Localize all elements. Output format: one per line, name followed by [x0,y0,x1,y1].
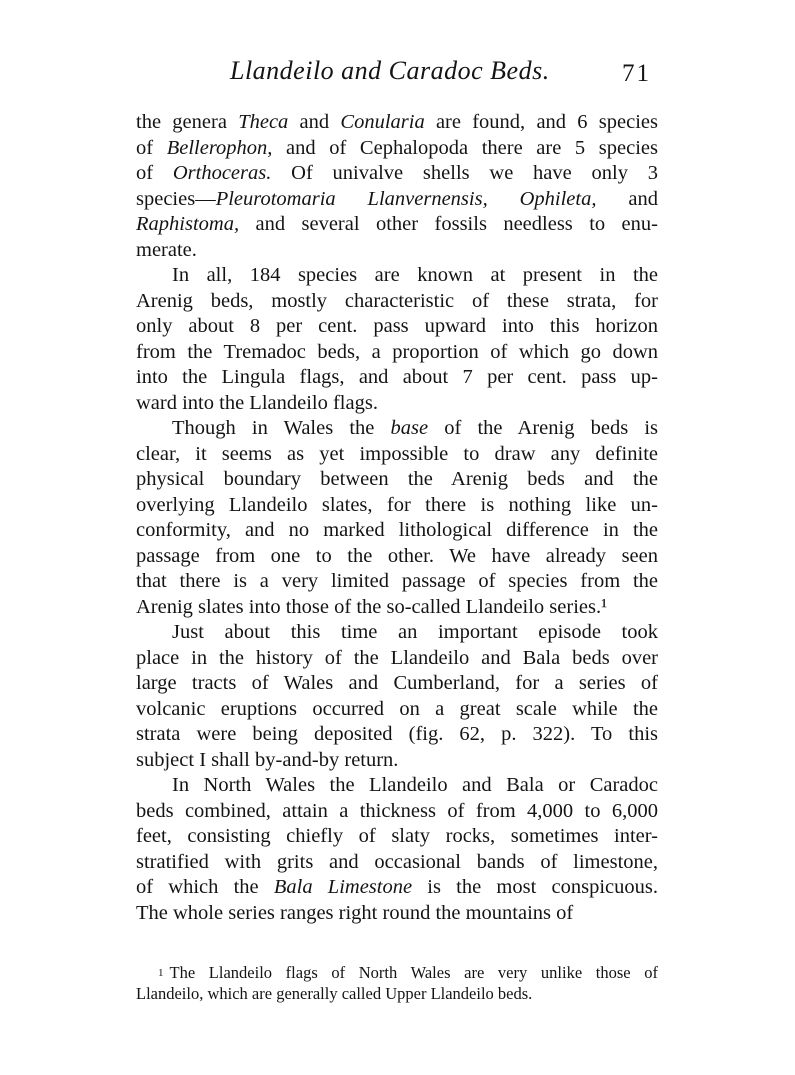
text-span: and of Cephalopoda there are 5 species [272,136,658,159]
text-line [136,544,658,570]
text-line [136,722,658,748]
text-span: into the Lingula flags, and about 7 per cent. pass up- [136,366,658,388]
text-line [136,875,658,901]
text-span: feet, consisting chiefly of slaty rocks, sometimes inter- [136,825,658,847]
italic-text: Bellerophon, [166,136,273,159]
text-line [136,340,658,366]
text-span: Though in Wales the [172,417,391,439]
italic-text: Raphistoma, [136,213,240,235]
text-span: In North Wales the Llandeilo and Bala or Caradoc [172,774,658,796]
text-line [136,391,658,417]
text-span: of the Arenig beds is [428,417,658,439]
text-span: of [136,162,173,184]
text-span: the genera [136,111,239,133]
text-line [136,671,658,697]
paragraph [136,110,658,263]
footnote-line [136,962,658,983]
text-span: ward into the Llandeilo flags. [136,391,378,414]
text-line [136,824,658,850]
footnote [136,962,658,1004]
text-span: physical boundary between the Arenig beds and the [136,468,658,490]
text-line [136,493,658,519]
text-line [136,136,658,162]
text-line [136,799,658,825]
text-span: In all, 184 species are known at present in the [172,264,658,286]
text-line [136,850,658,876]
text-span: of [136,136,167,159]
body-text [136,110,658,926]
text-span: species— [136,187,216,210]
text-span: strata were being deposited (fig. 62, p. 322). To this [136,723,658,745]
text-line [136,620,658,646]
text-line [136,697,658,723]
text-line [136,569,658,595]
text-line [136,416,658,442]
text-span: are found, and 6 species [424,111,658,133]
page-number: 71 [622,60,651,87]
text-span: Of univalve shells we have only 3 [271,162,659,184]
text-line [136,442,658,468]
text-span: that there is a very limited passage of species from the [136,570,658,592]
text-line [136,365,658,391]
text-span: merate. [136,238,197,261]
text-span: from the Tremadoc beds, a proportion of which go down [136,340,658,363]
text-line [136,238,658,264]
text-line [136,646,658,672]
text-line [136,110,658,136]
running-head-title: Llandeilo and Caradoc Beds. [230,56,550,85]
text-line [136,773,658,799]
text-span: conformity, and no marked lithological difference in the [136,519,658,541]
text-span: clear, it seems as yet impossible to draw any definite [136,442,658,465]
text-line [136,748,658,774]
text-span: subject I shall by-and-by return. [136,748,399,771]
text-span: Just about this time an important episode took [172,621,658,643]
text-span: only about 8 per cent. pass upward into this horizon [136,315,658,337]
text-line [136,467,658,493]
italic-text: base [390,417,429,439]
text-span: of which the [136,876,274,898]
text-span: passage from one to the other. We have already seen [136,544,658,567]
footnote-text: Llandeilo, which are generally called Upper Llandeilo beds. [136,984,533,1003]
text-span: Arenig beds, mostly characteristic of these strata, for [136,289,658,312]
text-line [136,212,658,238]
text-span: overlying Llandeilo slates, for there is nothing like un- [136,493,658,516]
text-line [136,187,658,213]
text-line [136,289,658,315]
text-span: volcanic eruptions occurred on a great scale while the [136,697,658,720]
italic-text: Conularia [340,111,425,133]
footnote-marker: 1 [158,967,164,979]
text-span: stratified with grits and occasional bands of limestone, [136,850,658,873]
italic-text: Bala Limestone [273,876,413,898]
text-span: and [288,111,341,133]
footnote-line [136,983,658,1004]
text-span: is the most conspicuous. [412,876,658,898]
text-line [136,901,658,927]
footnote-text: The Llandeilo flags of North Wales are very unlike those of [169,963,658,982]
italic-text: Pleurotomaria Llanvernensis, Ophileta, [215,187,597,210]
text-span: place in the history of the Llandeilo and Bala beds over [136,646,658,669]
text-line [136,518,658,544]
text-span: and several other fossils needless to enu- [239,213,658,235]
paragraph [136,620,658,773]
text-span: The whole series ranges right round the mountains of [136,901,574,924]
text-span: large tracts of Wales and Cumberland, for a series of [136,672,658,694]
italic-text: Orthoceras. [172,162,272,184]
text-line [136,595,658,621]
text-line [136,314,658,340]
paragraph [136,416,658,620]
paragraph [136,773,658,926]
paragraph [136,263,658,416]
text-span: beds combined, attain a thickness of from 4,000 to 6,000 [136,799,658,822]
text-line [136,161,658,187]
italic-text: Theca [238,111,289,133]
text-line [136,263,658,289]
text-span: Arenig slates into those of the so-called Llandeilo series.¹ [136,595,608,618]
text-span: and [596,187,658,210]
